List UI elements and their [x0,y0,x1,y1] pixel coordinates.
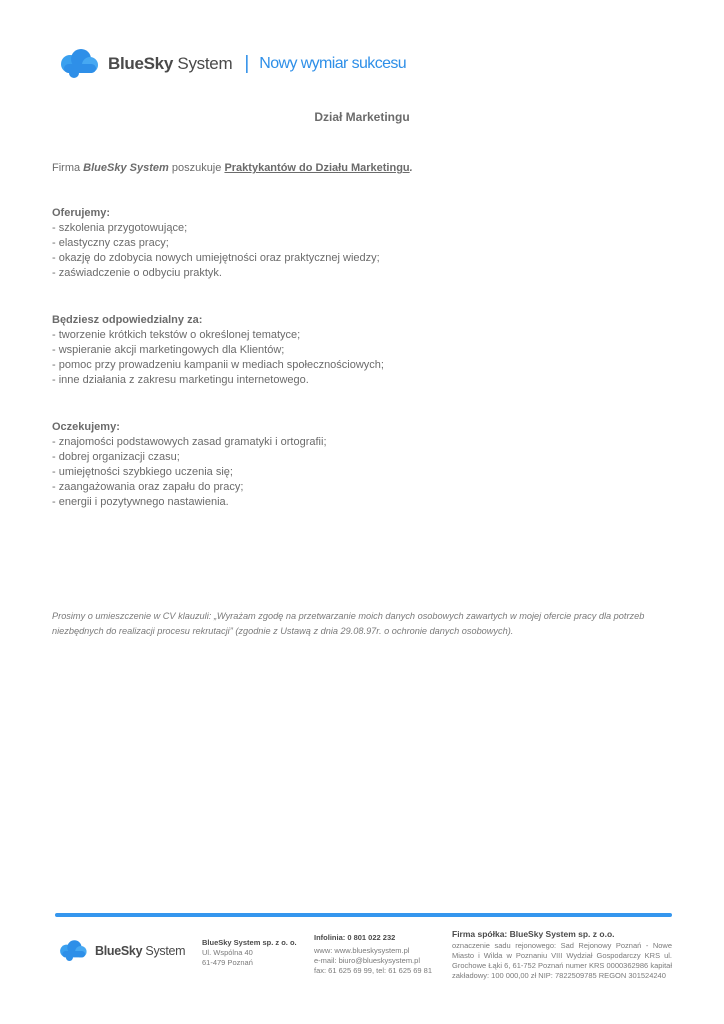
list-item: - zaangażowania oraz zapału do pracy; [52,481,244,493]
header-logo [58,46,406,82]
page-title: Dział Marketingu [314,110,410,124]
section-responsibilities [52,313,672,388]
section-requirements [52,420,672,510]
footer-legal [452,929,672,981]
list-item: - elastyczny czas pracy; [52,237,169,249]
footer-brand-name: BlueSky System [95,944,186,958]
footer-contact: Infolinia: 0 801 022 232 www: www.blueskysystem.pl e-mail: biuro@blueskysystem.pl fax: 61 625 69 99, tel: 61 625 69 81 [314,933,433,975]
list-item: - dobrej organizacji czasu; [52,451,180,463]
tagline: Nowy wymiar sukcesu [259,55,407,72]
section-offer [52,206,672,281]
cloud-logo-icon [58,940,88,962]
section-heading: Oczekujemy: [52,421,120,433]
footer-address: BlueSky System sp. z o. o. Ul. Wspólna 40 61-479 Poznań [202,938,297,967]
intro-paragraph: Firma BlueSky System poszukuje Praktykantów do Działu Marketingu. [52,162,413,174]
position-title: Praktykantów do Działu Marketingu [224,162,410,174]
list-item: - energii i pozytywnego nastawienia. [52,496,229,508]
cloud-logo-icon [58,49,100,79]
footer-divider [55,913,672,917]
website-link[interactable]: www: www.blueskysystem.pl [314,946,410,955]
legal-text: oznaczenie sadu rejonowego: Sad Rejonowy Poznań - Nowe Miasto i Wilda w Poznaniu VIII Wydział Gospodarczy KRS ul. Grochowe Łąki 6, 61-752 Poznań numer KRS 0000362986 kapitał zakładowy: 100 000,00 zł NIP: 7822509785 REGON 301524240 [452,941,672,980]
brand-name: BlueSky System [108,54,233,73]
company-name: BlueSky System [83,162,169,174]
job-content [52,161,672,540]
list-item: - okazję do zdobycia nowych umiejętności oraz praktycznej wiedzy; [52,252,380,264]
list-item: - szkolenia przygotowujące; [52,222,188,234]
list-item: - inne działania z zakresu marketingu internetowego. [52,374,309,386]
section-heading: Będziesz odpowiedzialny za: [52,314,203,326]
section-heading: Oferujemy: [52,207,111,219]
list-item: - tworzenie krótkich tekstów o określonej tematyce; [52,329,301,341]
list-item: - zaświadczenie o odbyciu praktyk. [52,267,222,279]
gdpr-clause: Prosimy o umieszczenie w CV klauzuli: „Wyrażam zgodę na przetwarzanie moich danych osobowych zawartych w mojej ofercie pracy dla potrzeb niezbędnych do realizacji procesu rekrutacji” (zgodnie z Ustawą z dnia 29.08.97r. o ochronie danych osobowych). [52,611,645,636]
email-link[interactable]: e-mail: biuro@blueskysystem.pl [314,956,420,965]
header-separator: | [244,53,250,74]
list-item: - umiejętności szybkiego uczenia się; [52,466,233,478]
list-item: - znajomości podstawowych zasad gramatyki i ortografii; [52,436,327,448]
list-item: - wspieranie akcji marketingowych dla Klientów; [52,344,285,356]
list-item: - pomoc przy prowadzeniu kampanii w mediach społecznościowych; [52,359,384,371]
footer-logo [58,940,185,962]
legal-heading: Firma spółka: BlueSky System sp. z o.o. [452,929,615,939]
